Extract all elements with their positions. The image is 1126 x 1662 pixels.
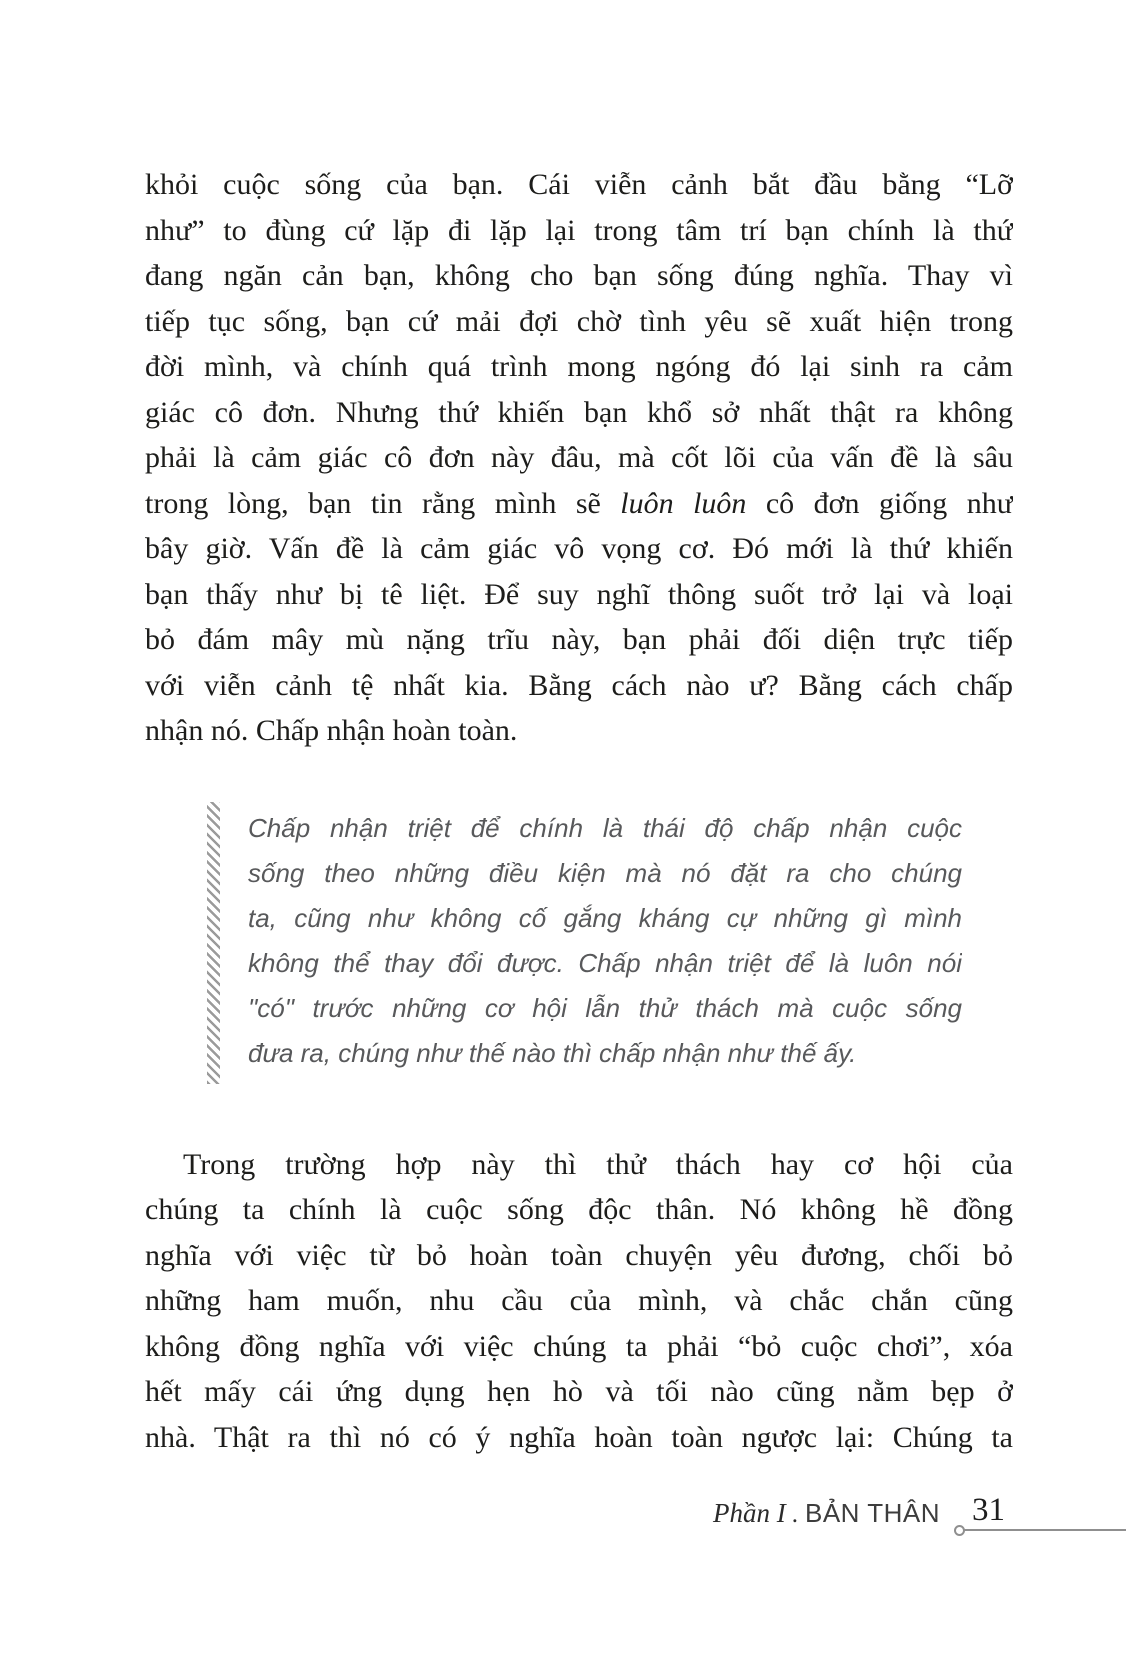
text-line: Trong trường hợp này thì thử thách hay cơ hội của bbox=[183, 1147, 1013, 1181]
text-line: "có" trước những cơ hội lẫn thử thách mà cuộc sống bbox=[248, 992, 962, 1023]
footer-label bbox=[713, 1496, 940, 1530]
text-line: đưa ra, chúng như thế nào thì chấp nhận như thế ấy. bbox=[248, 1037, 857, 1068]
footer-rule bbox=[962, 1529, 1126, 1531]
text-line: như” to đùng cứ lặp đi lặp lại trong tâm trí bạn chính là thứ bbox=[145, 213, 1013, 247]
pull-quote bbox=[207, 806, 962, 1076]
paragraph-2 bbox=[145, 1142, 1013, 1461]
text-line: giác cô đơn. Nhưng thứ khiến bạn khổ sở nhất thật ra không bbox=[145, 395, 1013, 429]
text-line: đang ngăn cản bạn, không cho bạn sống đúng nghĩa. Thay vì bbox=[145, 259, 1013, 292]
text-line: tiếp tục sống, bạn cứ mải đợi chờ tình yêu sẽ xuất hiện trong bbox=[145, 304, 1013, 338]
text-line: bỏ đám mây mù nặng trĩu này, bạn phải đối diện trực tiếp bbox=[145, 623, 1013, 656]
pull-quote-text bbox=[248, 806, 962, 1076]
text-line: ta, cũng như không cố gắng kháng cự những gì mình bbox=[248, 902, 962, 933]
text-line: nhà. Thật ra thì nó có ý nghĩa hoàn toàn ngược lại: Chúng ta bbox=[145, 1420, 1013, 1454]
text-line: nghĩa với việc từ bỏ hoàn toàn chuyện yêu đương, chối bỏ bbox=[145, 1238, 1013, 1272]
text-line: sống theo những điều kiện mà nó đặt ra cho chúng bbox=[248, 857, 962, 888]
quote-hatch-bar bbox=[207, 802, 220, 1084]
text-line: bạn thấy như bị tê liệt. Để suy nghĩ thông suốt trở lại và loại bbox=[145, 577, 1013, 611]
footer-separator: . bbox=[791, 1501, 798, 1528]
footer-rule-circle bbox=[954, 1525, 965, 1536]
section-label: BẢN THÂN bbox=[805, 1498, 940, 1528]
text-line: bây giờ. Vấn đề là cảm giác vô vọng cơ. Đó mới là thứ khiến bbox=[145, 532, 1013, 565]
text-line: những ham muốn, nhu cầu của mình, và chắc chắn cũng bbox=[145, 1284, 1013, 1317]
text-line: không đồng nghĩa với việc chúng ta phải “bỏ cuộc chơi”, xóa bbox=[145, 1329, 1013, 1363]
text-line: hết mấy cái ứng dụng hẹn hò và tối nào cũng nằm bẹp ở bbox=[145, 1375, 1013, 1408]
text-line: đời mình, và chính quá trình mong ngóng đó lại sinh ra cảm bbox=[145, 350, 1013, 383]
text-line: khỏi cuộc sống của bạn. Cái viễn cảnh bắt đầu bằng “Lỡ bbox=[145, 168, 1013, 201]
part-label: Phần I bbox=[713, 1498, 786, 1528]
text-line: không thể thay đổi được. Chấp nhận triệt để là luôn nói bbox=[248, 947, 962, 978]
text-line: nhận nó. Chấp nhận hoàn toàn. bbox=[145, 714, 518, 747]
text-line: trong lòng, bạn tin rằng mình sẽ luôn luôn cô đơn giống như bbox=[145, 486, 1013, 520]
text-column bbox=[145, 162, 1013, 1460]
text-line: chúng ta chính là cuộc sống độc thân. Nó không hề đồng bbox=[145, 1193, 1013, 1226]
text-line: với viễn cảnh tệ nhất kia. Bằng cách nào ư? Bằng cách chấp bbox=[145, 668, 1013, 702]
page-footer bbox=[0, 1492, 1126, 1544]
page-number: 31 bbox=[972, 1492, 1005, 1528]
text-line: Chấp nhận triệt để chính là thái độ chấp nhận cuộc bbox=[248, 812, 962, 843]
page-number-block bbox=[956, 1492, 1126, 1540]
text-line: phải là cảm giác cô đơn này đâu, mà cốt lõi của vấn đề là sâu bbox=[145, 441, 1013, 474]
paragraph-1 bbox=[145, 162, 1013, 754]
